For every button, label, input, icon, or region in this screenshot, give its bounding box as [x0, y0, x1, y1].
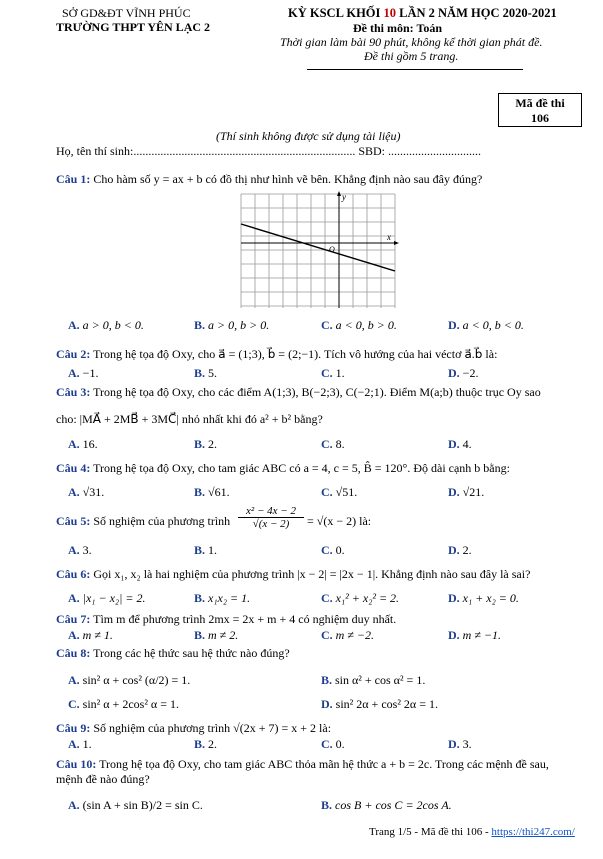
page-footer: [369, 826, 575, 838]
pages-line: Đề thi gồm 5 trang.: [364, 49, 459, 63]
text-questions-6-text: Tìm m để phương trình 2mx = 2x + m + 4 có nghiệm duy nhất.: [93, 612, 397, 626]
question-7: [56, 612, 396, 627]
text-labels-B: B.: [194, 437, 206, 451]
text-questions-2-options-0: 16.: [82, 437, 98, 451]
text-questions-3-options-2: √51.: [335, 485, 358, 499]
text-questions-9-options-1: cos B + cos C = 2cos A.: [335, 798, 452, 812]
q6-option-d[interactable]: [448, 591, 519, 606]
q5-fraction-denominator: √(x − 2): [252, 518, 290, 530]
question-4: [56, 461, 510, 476]
text-labels-B: B.: [194, 318, 206, 332]
q6-option-b[interactable]: [194, 591, 250, 606]
q7-option-d[interactable]: [448, 628, 501, 643]
q5-option-d[interactable]: [448, 543, 472, 558]
text-labels-B: B.: [194, 737, 206, 751]
q7-option-a[interactable]: [68, 628, 113, 643]
text-questions-1-options-2: 1.: [335, 366, 345, 380]
footer-text: Trang 1/5 - Mã đề thi 106 -: [369, 826, 492, 838]
text-questions-6-num: Câu 7:: [56, 612, 91, 626]
q8-option-c[interactable]: [68, 697, 179, 712]
text-labels-A: A.: [68, 485, 80, 499]
text-labels-C: C.: [321, 366, 333, 380]
text-labels-C: C.: [321, 628, 333, 642]
q3-option-a[interactable]: [68, 437, 98, 452]
origin-label: O: [329, 245, 335, 254]
text-questions-8-text: Số nghiệm của phương trình √(2x + 7) = x + 2 là:: [93, 721, 332, 735]
q4-option-c[interactable]: [321, 485, 357, 500]
text-questions-8-num: Câu 9:: [56, 721, 91, 735]
q2-option-d[interactable]: [448, 366, 478, 381]
text-questions-2-options-2: 8.: [335, 437, 345, 451]
q2-option-b[interactable]: [194, 366, 217, 381]
exam-code: 106: [531, 111, 549, 125]
text-labels-C: C.: [321, 318, 333, 332]
q6-option-a[interactable]: [68, 591, 145, 606]
question-2: [56, 347, 497, 362]
exam-title-post: LẦN 2 NĂM HỌC 2020-2021: [396, 6, 557, 20]
text-questions-8-options-3: 3.: [462, 737, 472, 751]
text-questions-7-options-2: sin² α + 2cos² α = 1.: [82, 697, 179, 711]
text-labels-C: C.: [321, 591, 333, 605]
text-questions-3-options-3: √21.: [462, 485, 485, 499]
text-questions-2-text: Trong hệ tọa độ Oxy, cho các điểm A(1;3), B(−2;3), C(−2;1). Điểm M(a;b) thuộc trục Oy sao: [93, 385, 541, 399]
question-1-text: Cho hàm số y = ax + b có đồ thị như hình vẽ bên. Khẳng định nào sau đây đúng?: [93, 172, 483, 186]
text-labels-D: D.: [321, 697, 333, 711]
q1-option-a[interactable]: [68, 318, 144, 333]
question-1-number: Câu 1:: [56, 172, 91, 186]
text-labels-A: A.: [68, 628, 80, 642]
text-questions-0-options-1: a > 0, b > 0.: [208, 318, 270, 332]
text-labels-C: C.: [321, 543, 333, 557]
text-labels-C: C.: [321, 437, 333, 451]
q4-option-a[interactable]: [68, 485, 104, 500]
subject-line: Đề thi môn: Toán: [353, 21, 443, 35]
text-questions-9-num: Câu 10:: [56, 757, 97, 771]
text-questions-7-options-1: sin α² + cos α² = 1.: [335, 673, 426, 687]
text-questions-1-options-3: −2.: [462, 366, 479, 380]
text-questions-4-options-1: 1.: [208, 543, 218, 557]
q2-option-a[interactable]: [68, 366, 98, 381]
question-10: [56, 757, 549, 772]
text-labels-A: A.: [68, 673, 80, 687]
text-questions-4-text: Số nghiệm của phương trình: [93, 514, 231, 528]
question-10-line2: mệnh đề nào đúng?: [56, 772, 150, 786]
text-labels-B: B.: [194, 366, 206, 380]
text-questions-5-options-2: x₁² + x₂² = 2.: [335, 591, 400, 605]
text-questions-1-text: Trong hệ tọa độ Oxy, cho a⃗ = (1;3), b⃗ = (2;−1). Tích vô hướng của hai véctơ a⃗.b⃗ là:: [93, 347, 498, 361]
question-1: [56, 172, 482, 187]
text-labels-A: A.: [68, 543, 80, 557]
q5-option-b[interactable]: [194, 543, 217, 558]
text-questions-7-options-0: sin² α + cos² (α/2) = 1.: [82, 673, 191, 687]
question-6: [56, 567, 530, 582]
q3-option-b[interactable]: [194, 437, 217, 452]
text-questions-4-options-0: 3.: [82, 543, 92, 557]
text-labels-D: D.: [448, 366, 460, 380]
text-questions-8-options-0: 1.: [82, 737, 92, 751]
x-axis-label: x: [387, 232, 391, 242]
text-questions-0-options-3: a < 0, b < 0.: [462, 318, 524, 332]
q3-option-c[interactable]: [321, 437, 345, 452]
q1-option-b[interactable]: [194, 318, 269, 333]
text-labels-D: D.: [448, 737, 460, 751]
text-questions-8-options-2: 0.: [335, 737, 345, 751]
text-questions-4-num: Câu 5:: [56, 514, 91, 528]
q5-fraction: [238, 505, 304, 530]
exam-code-box: [498, 93, 582, 127]
exam-title-pre: KỲ KSCL KHỐI: [288, 6, 384, 20]
question-5: [56, 514, 230, 529]
text-labels-A: A.: [68, 318, 80, 332]
text-questions-5-options-1: x₁x₂ = 1.: [208, 591, 251, 605]
text-labels-D: D.: [448, 437, 460, 451]
text-questions-6-options-2: m ≠ −2.: [335, 628, 375, 642]
text-labels-D: D.: [448, 318, 460, 332]
text-questions-7-options-3: sin² 2α + cos² 2α = 1.: [335, 697, 438, 711]
graph-grid: [241, 194, 395, 308]
header-rule: [307, 69, 523, 70]
text-labels-B: B.: [194, 591, 206, 605]
q6-option-c[interactable]: [321, 591, 399, 606]
text-labels-B: B.: [321, 673, 333, 687]
time-line: Thời gian làm bài 90 phút, không kể thời gian phát đề.: [280, 35, 543, 49]
text-questions-3-options-1: √61.: [208, 485, 230, 499]
y-axis-arrow: [337, 191, 341, 196]
q10-option-b[interactable]: [321, 798, 452, 813]
text-labels-A: A.: [68, 737, 80, 751]
q4-option-d[interactable]: [448, 485, 484, 500]
text-labels-C: C.: [68, 697, 80, 711]
q1-option-d[interactable]: [448, 318, 524, 333]
text-questions-6-options-1: m ≠ 2.: [208, 628, 239, 642]
question-8: [56, 646, 290, 661]
question-9: [56, 721, 331, 736]
text-questions-1-options-1: 5.: [208, 366, 218, 380]
q9-option-d[interactable]: [448, 737, 472, 752]
text-questions-7-text: Trong các hệ thức sau hệ thức nào đúng?: [93, 646, 290, 660]
text-questions-5-options-3: x₁ + x₂ = 0.: [462, 591, 519, 605]
school-name: TRƯỜNG THPT YÊN LẠC 2: [56, 20, 211, 34]
text-questions-5-text: Gọi x₁, x₂ là hai nghiệm của phương trình |x − 2| = |2x − 1|. Khẳng định nào sau đây là sai?: [93, 567, 531, 581]
q9-option-a[interactable]: [68, 737, 92, 752]
text-labels-B: B.: [194, 628, 206, 642]
text-questions-5-options-0: |x₁ − x₂| = 2.: [82, 591, 146, 605]
text-questions-5-num: Câu 6:: [56, 567, 91, 581]
text-labels-A: A.: [68, 437, 80, 451]
q7-option-b[interactable]: [194, 628, 238, 643]
y-axis-label: y: [342, 192, 346, 202]
q8-option-b[interactable]: [321, 673, 425, 688]
text-questions-9-text: Trong hệ tọa độ Oxy, cho tam giác ABC thỏa mãn hệ thức a + b = 2c. Trong các mệnh đề sau,: [99, 757, 549, 771]
exam-title-grade: 10: [383, 6, 397, 20]
text-labels-C: C.: [321, 737, 333, 751]
text-labels-D: D.: [448, 628, 460, 642]
q5-text-after: = √(x − 2) là:: [307, 514, 372, 528]
text-labels-D: D.: [448, 543, 460, 557]
dept-name: SỞ GD&ĐT VĨNH PHÚC: [62, 6, 191, 20]
text-questions-6-options-0: m ≠ 1.: [82, 628, 113, 642]
x-axis-arrow: [394, 241, 399, 245]
text-labels-A: A.: [68, 366, 80, 380]
exam-note: (Thí sinh không được sử dụng tài liệu): [216, 129, 401, 143]
text-labels-C: C.: [321, 485, 333, 499]
text-labels-B: B.: [321, 798, 333, 812]
text-questions-3-options-0: √31.: [82, 485, 105, 499]
text-questions-0-options-0: a > 0, b < 0.: [82, 318, 144, 332]
exam-code-label: Mã đề thi: [515, 96, 565, 110]
text-labels-A: A.: [68, 798, 80, 812]
q10-option-a[interactable]: [68, 798, 203, 813]
text-questions-2-options-1: 2.: [208, 437, 218, 451]
q9-option-b[interactable]: [194, 737, 217, 752]
text-questions-1-num: Câu 2:: [56, 347, 91, 361]
text-questions-3-num: Câu 4:: [56, 461, 91, 475]
text-questions-8-options-1: 2.: [208, 737, 218, 751]
q3-option-d[interactable]: [448, 437, 472, 452]
text-questions-9-options-0: (sin A + sin B)/2 = sin C.: [82, 798, 203, 812]
linear-function-graph: [237, 190, 407, 312]
q5-option-a[interactable]: [68, 543, 92, 558]
text-questions-0-options-2: a < 0, b > 0.: [335, 318, 397, 332]
q5-option-c[interactable]: [321, 543, 345, 558]
text-questions-2-options-3: 4.: [462, 437, 472, 451]
text-questions-2-num: Câu 3:: [56, 385, 91, 399]
q5-fraction-numerator: x² − 4x − 2: [238, 505, 304, 518]
text-questions-6-options-3: m ≠ −1.: [462, 628, 502, 642]
q2-option-c[interactable]: [321, 366, 345, 381]
q9-option-c[interactable]: [321, 737, 345, 752]
text-questions-1-options-0: −1.: [82, 366, 99, 380]
text-questions-4-options-2: 0.: [335, 543, 345, 557]
text-labels-B: B.: [194, 485, 206, 499]
name-field: Họ, tên thí sinh:.......................................................................... SBD: ...............................: [56, 144, 482, 158]
text-questions-4-options-3: 2.: [462, 543, 472, 557]
q4-option-b[interactable]: [194, 485, 230, 500]
footer-link[interactable]: https://thi247.com/: [491, 826, 575, 838]
q8-option-d[interactable]: [321, 697, 438, 712]
q8-option-a[interactable]: [68, 673, 190, 688]
question-3-line2: cho: |MA⃗ + 2MB⃗ + 3MC⃗| nhỏ nhất khi đó a² + b² bằng?: [56, 412, 323, 426]
text-labels-D: D.: [448, 485, 460, 499]
exam-title: [288, 6, 557, 21]
question-3: [56, 385, 541, 400]
text-labels-A: A.: [68, 591, 80, 605]
text-questions-3-text: Trong hệ tọa độ Oxy, cho tam giác ABC có a = 4, c = 5, B̂ = 120°. Độ dài cạnh b bằng:: [93, 461, 510, 475]
text-questions-7-num: Câu 8:: [56, 646, 91, 660]
text-labels-B: B.: [194, 543, 206, 557]
q7-option-c[interactable]: [321, 628, 374, 643]
text-labels-D: D.: [448, 591, 460, 605]
q1-option-c[interactable]: [321, 318, 397, 333]
